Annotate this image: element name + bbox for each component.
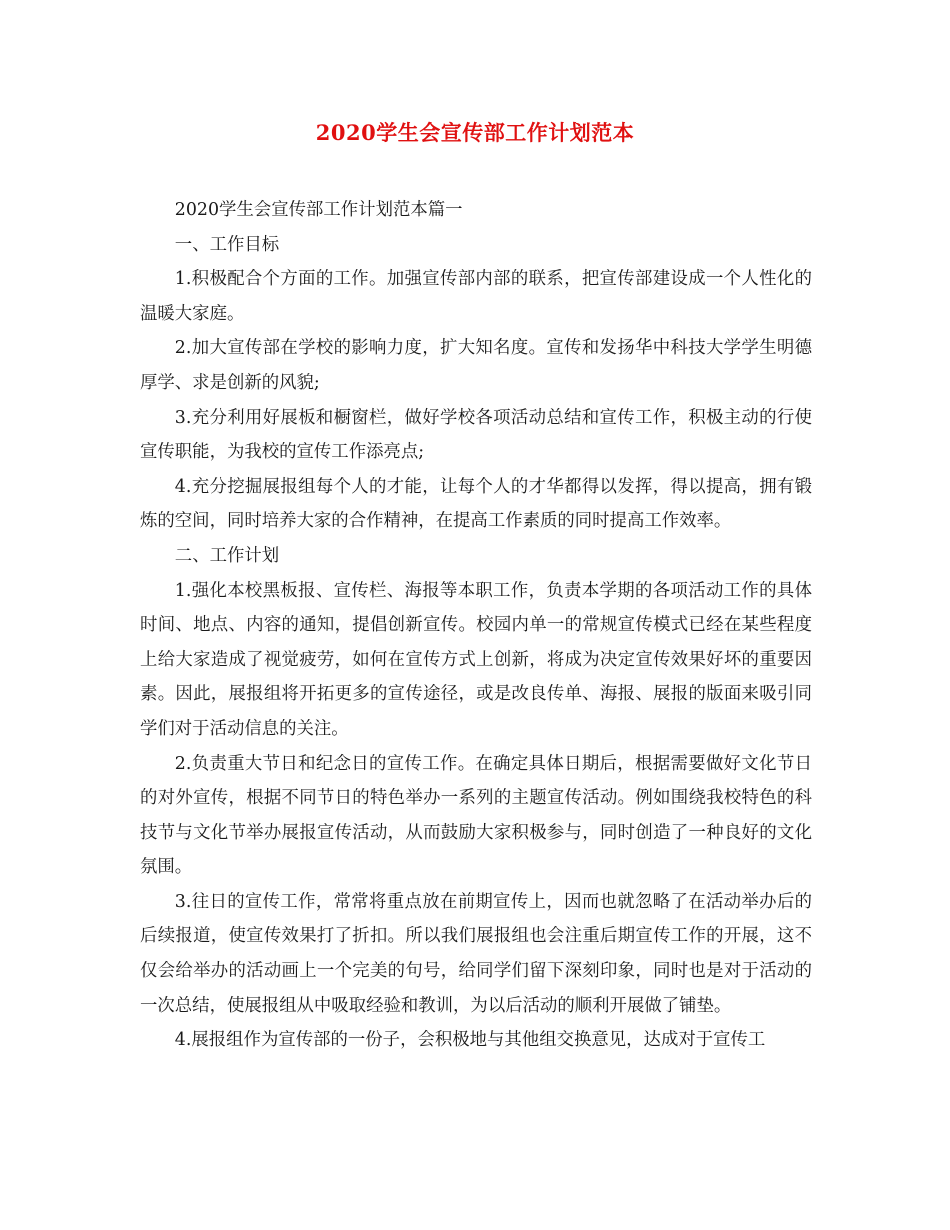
body-paragraph: 4.展报组作为宣传部的一份子，会积极地与其他组交换意见，达成对于宣传工 [174,1030,766,1051]
document-body [140,193,812,1058]
section-heading-goals: 一、工作目标 [174,234,280,255]
body-paragraph: 3.往日的宣传工作，常常将重点放在前期宣传上，因而也就忽略了在活动举办后的后续报道，使宣传效果打了折扣。所以我们展报组也会注重后期宣传工作的开展，这不仅会给举办的活动画上一个完美的句号，给同学们留下深刻印象，同时也是对于活动的一次总结，使展报组从中吸取经验和教训，为以后活动的顺利开展做了铺垫。 [140,891,812,1016]
body-paragraph: 2.负责重大节日和纪念日的宣传工作。在确定具体日期后，根据需要做好文化节日的对外宣传，根据不同节日的特色举办一系列的主题宣传活动。例如围绕我校特色的科技节与文化节举办展报宣传活动，从而鼓励大家积极参与，同时创造了一种良好的文化氛围。 [140,753,812,878]
document-title: 2020学生会宣传部工作计划范本 [315,120,635,145]
body-paragraph: 3.充分利用好展板和橱窗栏，做好学校各项活动总结和宣传工作，积极主动的行使宣传职能，为我校的宣传工作添亮点; [140,407,812,463]
body-paragraph: 2.加大宣传部在学校的影响力度，扩大知名度。宣传和发扬华中科技大学学生明德厚学、求是创新的风貌; [140,338,812,393]
body-paragraph: 1.强化本校黑板报、宣传栏、海报等本职工作，负责本学期的各项活动工作的具体时间、地点、内容的通知，提倡创新宣传。校园内单一的常规宣传模式已经在某些程度上给大家造成了视觉疲劳，如何在宣传方式上创新，将成为决定宣传效果好坏的重要因素。因此，展报组将开拓更多的宣传途径，或是改良传单、海报、展报的版面来吸引同学们对于活动信息的关注。 [140,580,812,739]
section-heading-plan: 二、工作计划 [174,545,280,566]
body-paragraph: 1.积极配合个方面的工作。加强宣传部内部的联系，把宣传部建设成一个人性化的温暖大家庭。 [140,269,812,324]
section-heading-article: 2020学生会宣传部工作计划范本篇一 [174,200,463,220]
body-paragraph: 4.充分挖掘展报组每个人的才能，让每个人的才华都得以发挥，得以提高，拥有锻炼的空间，同时培养大家的合作精神，在提高工作素质的同时提高工作效率。 [140,476,812,532]
